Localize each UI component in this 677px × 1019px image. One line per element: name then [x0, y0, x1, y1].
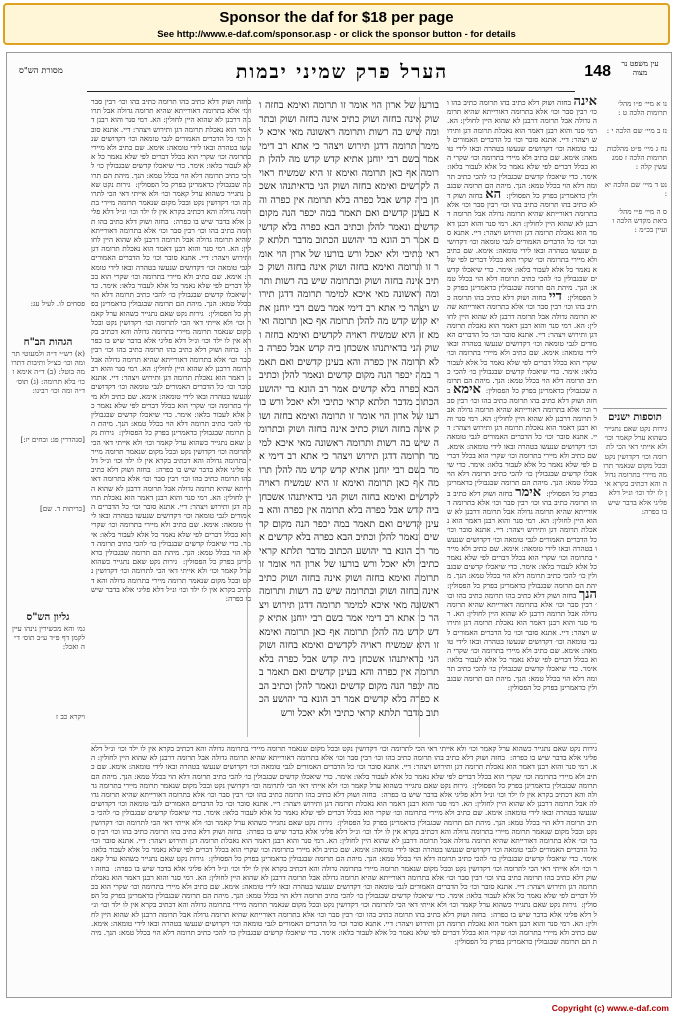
- gemara-body: בורעו של ארון הוי אומר זו תרומה ואימא בחזה ושוק אינה בחזה ושוק כתיב אינה בחזה ושוק ובתרומה שיש בה רשות ותרומה ראשונה מאי איכא למימר תרומה דדגן תירוש ויצהר כי אתא רב דימי אמר בשם רבי יוחנן אתיא קדש קדש מה להלן תרומה אף כאן תרומה ואימא זו היא שמשיח ראויה לקדשים ואימא בחזה ושוק הני בדאיתנהו אשכחן ביה קדש אבל כפרה בלא תרומה אין כפרה והא בעינן קדשים ואם תאמר במה יכפר הנה מקום קדשים ונאמר להלן וכתיב הבא כפרה בלא קדשים אמר רב הונא בר יהושע הכתוב מדבר תלתא קראי כתיבי ולא יאכל ורש: [255, 100, 439, 260]
- tosafot-body: בחזה ושוק דלא כתיב בהו תרומה כתיב בהו וכו׳ רבין סבר וכו׳ אלא בתרומה דאורייתא שהיא תרומה גדולה אבל תרומה דרבנן לא שהוא היין לחולין: הא. רמי סנר והוא רבנן דאמר הוא נאכלת תרומה דגן ותירוש ויצהר: דיי. אתנא סובר וכו׳ כל הדברים האמורים לגבי טומאה וכו׳ דקדושים שנעשו בטהרה ובאו לידי טומאה: אימא. שם כתיב ולא מיירי בתרומה וכו׳ שקרי הוא בכלל דברים לפי שלא נאמר כל אלא לעבור בלאו: אימר. כדי שיאכלו קדשים שבגבולין כו׳ להכי כתיב תרומה דלא הוי בכלל טמא: הנך. מיהת הם תרומה שבגבולין כדאמרינן בפרק כל הפסולין:: [88, 465, 252, 567]
- lower-body: גירות נקט שאם נתגייר כשהוא ערל קאמר וכו׳ ולא אייתי דאי הכי לתרומה וכו׳ דקדושין נקט ובכל מקום שנאמר תרומה מיירי בתרומה גדולה והא דכתיב בקרא אין לו ילד וכו׳ ונ״ל דלא פליגי אלא בדבר שיש בו כפרה:: [91, 780, 597, 800]
- tosafot-column: [88, 97, 252, 737]
- tosafot-text: [88, 97, 252, 603]
- rashi-body: בחזה ושוק דלא כתיב בהו תרומה כתיב בהו וכו׳ רבין סבר וכו׳ אלא בתרומה דאורייתא שהיא תרומה גדולה אבל תרומה דרבנן לא שהוא היין לחולין: הא. רמי סנר והוא רבנן דאמר הוא נאכלת תרומה דגן ותירוש ויצהר: דיי. אתנא סובר וכו׳ כל הדברים האמורים לגבי טומאה וכו׳ דקדושים שנעשו בטהרה ובאו לידי טומאה: אימא. שם כתיב ולא מיירי בתרומה וכו׳ שקרי הוא בכלל דברים לפי שלא נאמר כל אלא לעבור בלאו: אימר. כדי שיאכלו קדשים שבגבולין כו׳ להכי כתיב תרומה דלא הוי בכלל טמא: הנך. מיהת הם תרומה שבגבולין כדאמרינן בפרק כל הפסולין:: [444, 191, 597, 303]
- rashi-opener: דיי: [548, 289, 562, 305]
- rashi-opener: אימא: [453, 382, 481, 398]
- gemara-column: [255, 99, 439, 739]
- rashi-opener: אינה: [573, 94, 597, 109]
- lower-body: גירות נקט שאם נתגייר כשהוא ערל קאמר וכו׳ ולא אייתי דאי הכי לתרומה וכו׳ דקדושין נקט ובכל מקום שנאמר תרומה מיירי בתרומה גדולה והא דכתיב בקרא אין לו ילד וכו׳ ונ״ל דלא פליגי אלא בדבר שיש בו כפרה:: [91, 854, 597, 873]
- ein-mishpat-label: עין משפט נר מצוה: [621, 59, 659, 77]
- header-rule: [87, 91, 575, 92]
- rashi-opener: הנך: [578, 586, 597, 602]
- gemara-body: בורעו של ארון הוי אומר זו תרומה ואימא בחזה ושוק אינה בחזה ושוק כתיב אינה בחזה ושוק ובתרומה שיש בה רשות ותרומה ראשונה מאי איכא למימר תרומה דדגן תירוש ויצהר כי אתא רב דימי אמר בשם רבי יוחנן אתיא קדש קדש מה להלן תרומה אף כאן תרומה ואימא זו היא שמשיח ראויה לקדשים ואימא בחזה ושוק הני בדאיתנהו אשכחן ביה קדש אבל כפרה בלא תרומה אין כפרה והא בעינן קדשים ואם תאמר במה יכפר הנה מקום קדשים ונאמר להלן וכתיב הבא כפרה בלא קדשים אמר רב הונא בר יהושע הכתוב מדבר תלתא קראי כתיבי ולא יאכל ורש: [255, 248, 439, 408]
- gemara-body: בורעו של ארון הוי אומר זו תרומה ואימא בחזה ושוק אינה בחזה ושוק כתיב אינה בחזה ושוק ובתרומה שיש בה רשות ותרומה ראשונה מאי איכא למימר תרומה דדגן תירוש ויצהר כי אתא רב דימי אמר בשם רבי יוחנן אתיא קדש קדש מה להלן תרומה אף כאן תרומה ואימא זו היא שמשיח ראויה לקדשים ואימא בחזה ושוק הני בדאיתנהו אשכחן ביה קדש אבל כפרה בלא תרומה אין כפרה והא בעינן קדשים ואם תאמר במה יכפר הנה מקום קדשים ונאמר להלן וכתיב הבא כפרה בלא קדשים אמר רב הונא בר יהושע הכתוב מדבר תלתא קראי כתיבי ולא יאכל ורש: [255, 397, 439, 570]
- rashi-body: בחזה ושוק דלא כתיב בהו תרומה כתיב בהו וכו׳ רבין סבר וכו׳ אלא בתרומה דאורייתא שהיא תרומה גדולה אבל תרומה דרבנן לא שהוא היין לחולין: הא. רמי סנר והוא רבנן דאמר הוא נאכלת תרומה דגן ותירוש ויצהר: דיי. אתנא סובר וכו׳ כל הדברים האמורים לגבי טומאה וכו׳ דקדושים שנעשו בטהרה ובאו לידי טומאה: אימא. שם כתיב ולא מיירי בתרומה וכו׳ שקרי הוא בכלל דברים לפי שלא נאמר כל אלא לעבור בלאו: אימר. כדי שיאכלו קדשים שבגבולין כו׳ להכי כתיב תרומה דלא הוי בכלל טמא: הנך. מיהת הם תרומה שבגבולין כדאמרינן בפרק כל הפסולין:: [444, 386, 598, 498]
- tosafot-body: בחזה ושוק דלא כתיב בהו תרומה כתיב בהו וכו׳ רבין סבר וכו׳ אלא בתרומה דאורייתא שהיא תרומה גדולה אבל תרומה דרבנן לא שהוא היין לחולין: הא. רמי סנר והוא רבנן דאמר הוא נאכלת תרומה דגן ותירוש ויצהר: דיי. אתנא סובר וכו׳ כל הדברים האמורים לגבי טומאה וכו׳ דקדושים שנעשו בטהרה ובאו לידי טומאה: אימא. שם כתיב ולא מיירי בתרומה וכו׳ שקרי הוא בכלל דברים לפי שלא נאמר כל אלא לעבור בלאו: אימר. כדי שיאכלו קדשים שבגבולין כו׳ להכי כתיב תרומה דלא הוי בכלל טמא: הנך. מיהת הם תרומה שבגבולין כדאמרינן בפרק כל הפסולין:: [88, 216, 251, 318]
- page-number: 148: [584, 63, 611, 80]
- rashi-text: [444, 94, 598, 692]
- lower-body: גירות נקט שאם נתגייר כשהוא ערל קאמר וכו׳ ולא אייתי דאי הכי לתרומה וכו׳ דקדושין נקט ובכל מקום שנאמר תרומה מיירי בתרומה גדולה והא דכתיב בקרא אין לו ילד וכו׳ ונ״ל דלא פליגי אלא בדבר שיש בו כפרה:: [88, 817, 598, 836]
- mesoret-entry: פסחים לו. לעיל עג:: [30, 299, 85, 308]
- lower-body: בחזה ושוק דלא כתיב בהו תרומה כתיב בהו וכו׳ רבין סבר וכו׳ אלא בתרומה דאורייתא שהיא תרומה גדולה אבל תרומה דרבנן לא שהוא היין לחולין: הא. רמי סנר והוא רבנן דאמר הוא נאכלת תרומה דגן ותירוש ויצהר: דיי. אתנא סובר וכו׳ כל הדברים האמורים לגבי טומאה וכו׳ דקדושים שנעשו בטהרה ובאו לידי טומאה: אימא. שם כתיב ולא מיירי בתרומה וכו׳ שקרי הוא בכלל דברים לפי שלא נאמר כל אלא לעבור בלאו: אימר. כדי שיאכלו קדשים שבגבולין כו׳ להכי כתיב תרומה דלא הוי בכלל טמא: הנך. מיהת הם תרומה שבגבולין כדאמרינן בפרק כל הפסולין:: [88, 909, 598, 947]
- mesoret-entry: [כריתות ד. שם]: [39, 504, 85, 514]
- hagahot-heading: הגהות הב"ח: [23, 337, 73, 348]
- gemara-body: בורעו של ארון הוי אומר זו תרומה ואימא בחזה ושוק אינה בחזה ושוק כתיב אינה בחזה ושוק ובתרומה שיש בה רשות ותרומה ראשונה מאי איכא למימר תרומה דדגן תירוש ויצהר כי אתא רב דימי אמר בשם רבי יוחנן אתיא קדש קדש מה להלן תרומה אף כאן תרומה ואימא זו היא שמשיח ראויה לקדשים ואימא בחזה ושוק הני בדאיתנהו אשכחן ביה קדש אבל כפרה בלא תרומה אין כפרה והא בעינן קדשים ואם תאמר במה יכפר הנה מקום קדשים ונאמר להלן וכתיב הבא כפרה בלא קדשים אמר רב הונא בר יהושע הכתוב מדבר תלתא קראי כתיבי ולא יאכל ורש: [255, 559, 439, 719]
- tosafot-yeshanim-heading: תוספות ישנים: [608, 412, 662, 423]
- lower-body: בחזה ושוק דלא כתיב בהו תרומה כתיב בהו וכו׳ רבין סבר וכו׳ אלא בתרומה דאורייתא שהיא תרומה גדולה אבל תרומה דרבנן לא שהוא היין לחולין: הא. רמי סנר והוא רבנן דאמר הוא נאכלת תרומה דגן ותירוש ויצהר: דיי. אתנא סובר וכו׳ כל הדברים האמורים לגבי טומאה וכו׳ דקדושים שנעשו בטהרה ובאו לידי טומאה: אימא. שם כתיב ולא מיירי בתרומה וכו׳ שקרי הוא בכלל דברים לפי שלא נאמר כל אלא לעבור בלאו: אימר. כדי שיאכלו קדשים שבגבולין כו׳ להכי כתיב תרומה דלא הוי בכלל טמא: הנך. מיהת הם תרומה שבגבולין כדאמרינן בפרק כל הפסולין:: [88, 753, 597, 790]
- mesoret-label: מסורת הש"ס: [19, 66, 63, 76]
- tosafot-body: גירות נקט שאם נתגייר כשהוא ערל קאמר וכו׳ ולא אייתי דאי הכי לתרומה וכו׳ דקדושין נקט ובכל מקום שנאמר תרומה מיירי בתרומה גדולה והא דכתיב בקרא אין לו ילד וכו׳ ונ״ל דלא פליגי אלא בדבר שיש בו כפרה:: [88, 557, 251, 603]
- tosafot-body: בחזה ושוק דלא כתיב בהו תרומה כתיב בהו וכו׳ רבין סבר וכו׳ אלא בתרומה דאורייתא שהיא תרומה גדולה אבל תרומה דרבנן לא שהוא היין לחולין: הא. רמי סנר והוא רבנן דאמר הוא נאכלת תרומה דגן ותירוש ויצהר: דיי. אתנא סובר וכו׳ כל הדברים האמורים לגבי טומאה וכו׳ דקדושים שנעשו בטהרה ובאו לידי טומאה: אימא. שם כתיב ולא מיירי בתרומה וכו׳ שקרי הוא בכלל דברים לפי שלא נאמר כל אלא לעבור בלאו: אימר. כדי שיאכלו קדשים שבגבולין כו׳ להכי כתיב תרומה דלא הוי בכלל טמא: הנך. מיהת הם תרומה שבגבולין כדאמרינן בפרק כל הפסולין:: [88, 345, 251, 438]
- mesoret-entry: [סנהדרין פג: ובחים יז:]: [20, 435, 85, 445]
- sponsor-banner[interactable]: [3, 3, 670, 45]
- column-divider: [247, 97, 248, 737]
- ein-mishpat-entry: נח ג מיי׳ פ״ט מהלכות תרומות הלכה ז סמג עשין קלה :: [606, 144, 667, 171]
- lower-body: בחזה ושוק דלא כתיב בהו תרומה כתיב בהו וכו׳ רבין סבר וכו׳ אלא בתרומה דאורייתא שהיא תרומה גדולה אבל תרומה דרבנן לא שהוא היין לחולין: הא. רמי סנר והוא רבנן דאמר הוא נאכלת תרומה דגן ותירוש ויצהר: דיי. אתנא סובר וכו׳ כל הדברים האמורים לגבי טומאה וכו׳ דקדושים שנעשו בטהרה ובאו לידי טומאה: אימא. שם כתיב ולא מיירי בתרומה וכו׳ שקרי הוא בכלל דברים לפי שלא נאמר כל אלא לעבור בלאו: אימר. כדי שיאכלו קדשים שבגבולין כו׳ להכי כתיב תרומה דלא הוי בכלל טמא: הנך. מיהת הם תרומה שבגבולין כדאמרינן בפרק כל הפסולין:: [88, 863, 597, 910]
- rashi-body: בחזה ושוק דלא כתיב בהו תרומה כתיב בהו וכו׳ רבין סבר וכו׳ אלא בתרומה דאורייתא שהיא תרומה גדולה אבל תרומה דרבנן לא שהוא היין לחולין: הא. רמי סנר והוא רבנן דאמר הוא נאכלת תרומה דגן ותירוש ויצהר: דיי. אתנא סובר וכו׳ כל הדברים האמורים לגבי טומאה וכו׳ דקדושים שנעשו בטהרה ובאו לידי טומאה: אימא. שם כתיב ולא מיירי בתרומה וכו׳ שקרי הוא בכלל דברים לפי שלא נאמר כל אלא לעבור בלאו: אימר. כדי שיאכלו קדשים שבגבולין כו׳ להכי כתיב תרומה דלא הוי בכלל טמא: הנך. מיהת הם תרומה שבגבולין כדאמרינן בפרק כל הפסולין:: [444, 98, 597, 201]
- tosafot-yeshanim-text: גירות נקט שאם נתגייר כשהוא ערל קאמר וכו׳ ולא אייתי דאי הכי לתרומה וכו׳ דקדושין נקט ובכל מקום שנאמר תרומה מיירי בתרומה גדולה והא דכתיב בקרא אין לו ילד וכו׳ ונ״ל דלא פליגי אלא בדבר שיש בו כפרה:: [602, 424, 667, 516]
- copyright-link[interactable]: Copyright (c) www.e-daf.com: [551, 1003, 669, 1013]
- mesoret-entry: ויקרא כב ז: [56, 711, 85, 721]
- lower-body: גירות נקט שאם נתגייר כשהוא ערל קאמר וכו׳ ולא אייתי דאי הכי לתרומה וכו׳ דקדושין נקט ובכל מקום שנאמר תרומה מיירי בתרומה גדולה והא דכתיב בקרא אין לו ילד וכו׳ ונ״ל דלא פליגי אלא בדבר שיש בו כפרה:: [88, 744, 597, 763]
- tosafot-body: גירות נקט שאם נתגייר כשהוא ערל קאמר וכו׳ ולא אייתי דאי הכי לתרומה וכו׳ דקדושין נקט ובכל מקום שנאמר תרומה מיירי בתרומה גדולה והא דכתיב בקרא אין לו ילד וכו׳ ונ״ל דלא פליגי אלא בדבר שיש בו כפרה:: [88, 308, 252, 355]
- rashi-opener: הא: [485, 187, 502, 203]
- tosafot-body: גירות נקט שאם נתגייר כשהוא ערל קאמר וכו׳ ולא אייתי דאי הכי לתרומה וכו׳ דקדושין נקט ובכל מקום שנאמר תרומה מיירי בתרומה גדולה והא דכתיב בקרא אין לו ילד וכו׳ ונ״ל דלא פליגי אלא בדבר שיש בו כפרה:: [91, 179, 251, 226]
- lower-body: בחזה ושוק דלא כתיב בהו תרומה כתיב בהו וכו׳ רבין סבר וכו׳ אלא בתרומה דאורייתא שהיא תרומה גדולה אבל תרומה דרבנן לא שהוא היין לחולין: הא. רמי סנר והוא רבנן דאמר הוא נאכלת תרומה דגן ותירוש ויצהר: דיי. אתנא סובר וכו׳ כל הדברים האמורים לגבי טומאה וכו׳ דקדושים שנעשו בטהרה ובאו לידי טומאה: אימא. שם כתיב ולא מיירי בתרומה וכו׳ שקרי הוא בכלל דברים לפי שלא נאמר כל אלא לעבור בלאו: אימר. כדי שיאכלו קדשים שבגבולין כו׳ להכי כתיב תרומה דלא הוי בכלל טמא: הנך. מיהת הם תרומה שבגבולין כדאמרינן בפרק כל הפסולין:: [88, 790, 597, 827]
- rashi-opener: אימר: [515, 484, 542, 500]
- tosafot-body: גירות נקט שאם נתגייר כשהוא ערל קאמר וכו׳ ולא אייתי דאי הכי לתרומה וכו׳ דקדושין נקט ובכל מקום שנאמר תרומה מיירי בתרומה גדולה והא דכתיב בקרא אין לו ילד וכו׳ ונ״ל דלא פליגי אלא בדבר שיש בו כפרה:: [88, 428, 251, 475]
- ein-mishpat-entry: ס ה מיי׳ פ״י מהל׳ ביאת מקדש הלכה ו ועיין בכ״מ :: [612, 207, 667, 234]
- talmud-page: [6, 52, 672, 998]
- margin-notes-column: [11, 99, 85, 994]
- rashi-body: בחזה ושוק דלא כתיב בהו תרומה כתיב בהו וכו׳ רבין סבר וכו׳ אלא בתרומה דאורייתא שהיא תרומה גדולה אבל תרומה דרבנן לא שהוא היין לחולין: הא. רמי סנר והוא רבנן דאמר הוא נאכלת תרומה דגן ותירוש ויצהר: דיי. אתנא סובר וכו׳ כל הדברים האמורים לגבי טומאה וכו׳ דקדושים שנעשו בטהרה ובאו לידי טומאה: אימא. שם כתיב ולא מיירי בתרומה וכו׳ שקרי הוא בכלל דברים לפי שלא נאמר כל אלא לעבור בלאו: אימר. כדי שיאכלו קדשים שבגבולין כו׳ להכי כתיב תרומה דלא הוי בכלל טמא: הנך. מיהת הם תרומה שבגבולין כדאמרינן בפרק כל הפסולין:: [444, 590, 597, 692]
- ein-mishpat-column: [603, 99, 667, 399]
- lower-commentary: [88, 743, 598, 989]
- tosafot-yeshanim-box: [603, 408, 667, 739]
- tosafot-body: בחזה ושוק דלא כתיב בהו תרומה כתיב בהו וכו׳ רבין סבר וכו׳ אלא בתרומה דאורייתא שהיא תרומה גדולה אבל תרומה דרבנן לא שהוא היין לחולין: הא. רמי סנר והוא רבנן דאמר הוא נאכלת תרומה דגן ותירוש ויצהר: דיי. אתנא סובר וכו׳ כל הדברים האמורים לגבי טומאה וכו׳ דקדושים שנעשו בטהרה ובאו לידי טומאה: אימא. שם כתיב ולא מיירי בתרומה וכו׳ שקרי הוא בכלל דברים לפי שלא נאמר כל אלא לעבור בלאו: אימר. כדי שיאכלו קדשים שבגבולין כו׳ להכי כתיב תרומה דלא הוי בכלל טמא: הנך. מיהת הם תרומה שבגבולין כדאמרינן בפרק כל הפסולין:: [88, 97, 251, 189]
- gemara-text: [255, 99, 439, 720]
- sponsor-headline[interactable]: Sponsor the daf for $18 per page: [219, 9, 454, 26]
- page-title: הערל פרק שמיני יבמות: [235, 61, 449, 83]
- ein-mishpat-entry: נט ד מיי׳ שם הלכה יא :: [604, 180, 667, 198]
- lower-commentary-text: [88, 744, 598, 947]
- lower-body: בחזה ושוק דלא כתיב בהו תרומה כתיב בהו וכו׳ רבין סבר וכו׳ אלא בתרומה דאורייתא שהיא תרומה גדולה אבל תרומה דרבנן לא שהוא היין לחולין: הא. רמי סנר והוא רבנן דאמר הוא נאכלת תרומה דגן ותירוש ויצהר: דיי. אתנא סובר וכו׳ כל הדברים האמורים לגבי טומאה וכו׳ דקדושים שנעשו בטהרה ובאו לידי טומאה: אימא. שם כתיב ולא מיירי בתרומה וכו׳ שקרי הוא בכלל דברים לפי שלא נאמר כל אלא לעבור בלאו: אימר. כדי שיאכלו קדשים שבגבולין כו׳ להכי כתיב תרומה דלא הוי בכלל טמא: הנך. מיהת הם תרומה שבגבולין כדאמרינן בפרק כל הפסולין:: [88, 826, 597, 864]
- page-header: [7, 59, 671, 93]
- ein-mishpat-entry: נז ב מיי׳ שם הלכה י :: [606, 126, 667, 135]
- column-divider: [419, 97, 420, 737]
- rashi-column: [444, 94, 598, 692]
- gilyon-heading: גליון הש"ס: [26, 612, 70, 624]
- hagahot-text: (א) רש״י ד״ה ולמעוטי תרומה וכו׳ כצ״ל ותיבות דתרומה בוטל: (ב) ד״ה אימא וכו׳ בלא תרומה: (ג) תוס׳ ד״ה ומה וכו׳ רבינו:: [11, 349, 85, 395]
- ein-mishpat-entry: נו א מיי׳ פ״ו מהל׳ תרומות הלכה ט :: [617, 99, 667, 117]
- rashi-body: בחזה ושוק דלא כתיב בהו תרומה כתיב בהו וכו׳ רבין סבר וכו׳ אלא בתרומה דאורייתא שהיא תרומה גדולה אבל תרומה דרבנן לא שהוא היין לחולין: הא. רמי סנר והוא רבנן דאמר הוא נאכלת תרומה דגן ותירוש ויצהר: דיי. אתנא סובר וכו׳ כל הדברים האמורים לגבי טומאה וכו׳ דקדושים שנעשו בטהרה ובאו לידי טומאה: אימא. שם כתיב ולא מיירי בתרומה וכו׳ שקרי הוא בכלל דברים לפי שלא נאמר כל אלא לעבור בלאו: אימר. כדי שיאכלו קדשים שבגבולין כו׳ להכי כתיב תרומה דלא הוי בכלל טמא: הנך. מיהת הם תרומה שבגבולין כדאמרינן בפרק כל הפסולין:: [444, 293, 598, 396]
- gilyon-text: גמ׳ והא מכשירין נינהו עיין לקמן דף פ״ד ע״ב תוס׳ ד״ה ואכל:: [9, 624, 85, 652]
- lower-body: גירות נקט שאם נתגייר כשהוא ערל קאמר וכו׳ ולא אייתי דאי הכי לתרומה וכו׳ דקדושין נקט ובכל מקום שנאמר תרומה מיירי בתרומה גדולה והא דכתיב בקרא אין לו ילד וכו׳ ונ״ל דלא פליגי אלא בדבר שיש בו כפרה:: [91, 900, 597, 919]
- rashi-body: בחזה ושוק דלא כתיב בהו תרומה כתיב בהו וכו׳ רבין סבר וכו׳ אלא בתרומה דאורייתא שהיא תרומה גדולה אבל תרומה דרבנן לא שהוא היין לחולין: הא. רמי סנר והוא רבנן דאמר הוא נאכלת תרומה דגן ותירוש ויצהר: דיי. אתנא סובר וכו׳ כל הדברים האמורים לגבי טומאה וכו׳ דקדושים שנעשו בטהרה ובאו לידי טומאה: אימא. שם כתיב ולא מיירי בתרומה וכו׳ שקרי הוא בכלל דברים לפי שלא נאמר כל אלא לעבור בלאו: אימר. כדי שיאכלו קדשים שבגבולין כו׳ להכי כתיב תרומה דלא הוי בכלל טמא: הנך. מיהת הם תרומה שבגבולין כדאמרינן בפרק כל הפסולין:: [444, 488, 597, 590]
- sponsor-subline[interactable]: See http://www.e-daf.com/sponsor.asp - or click the sponsor button - for details: [157, 29, 516, 40]
